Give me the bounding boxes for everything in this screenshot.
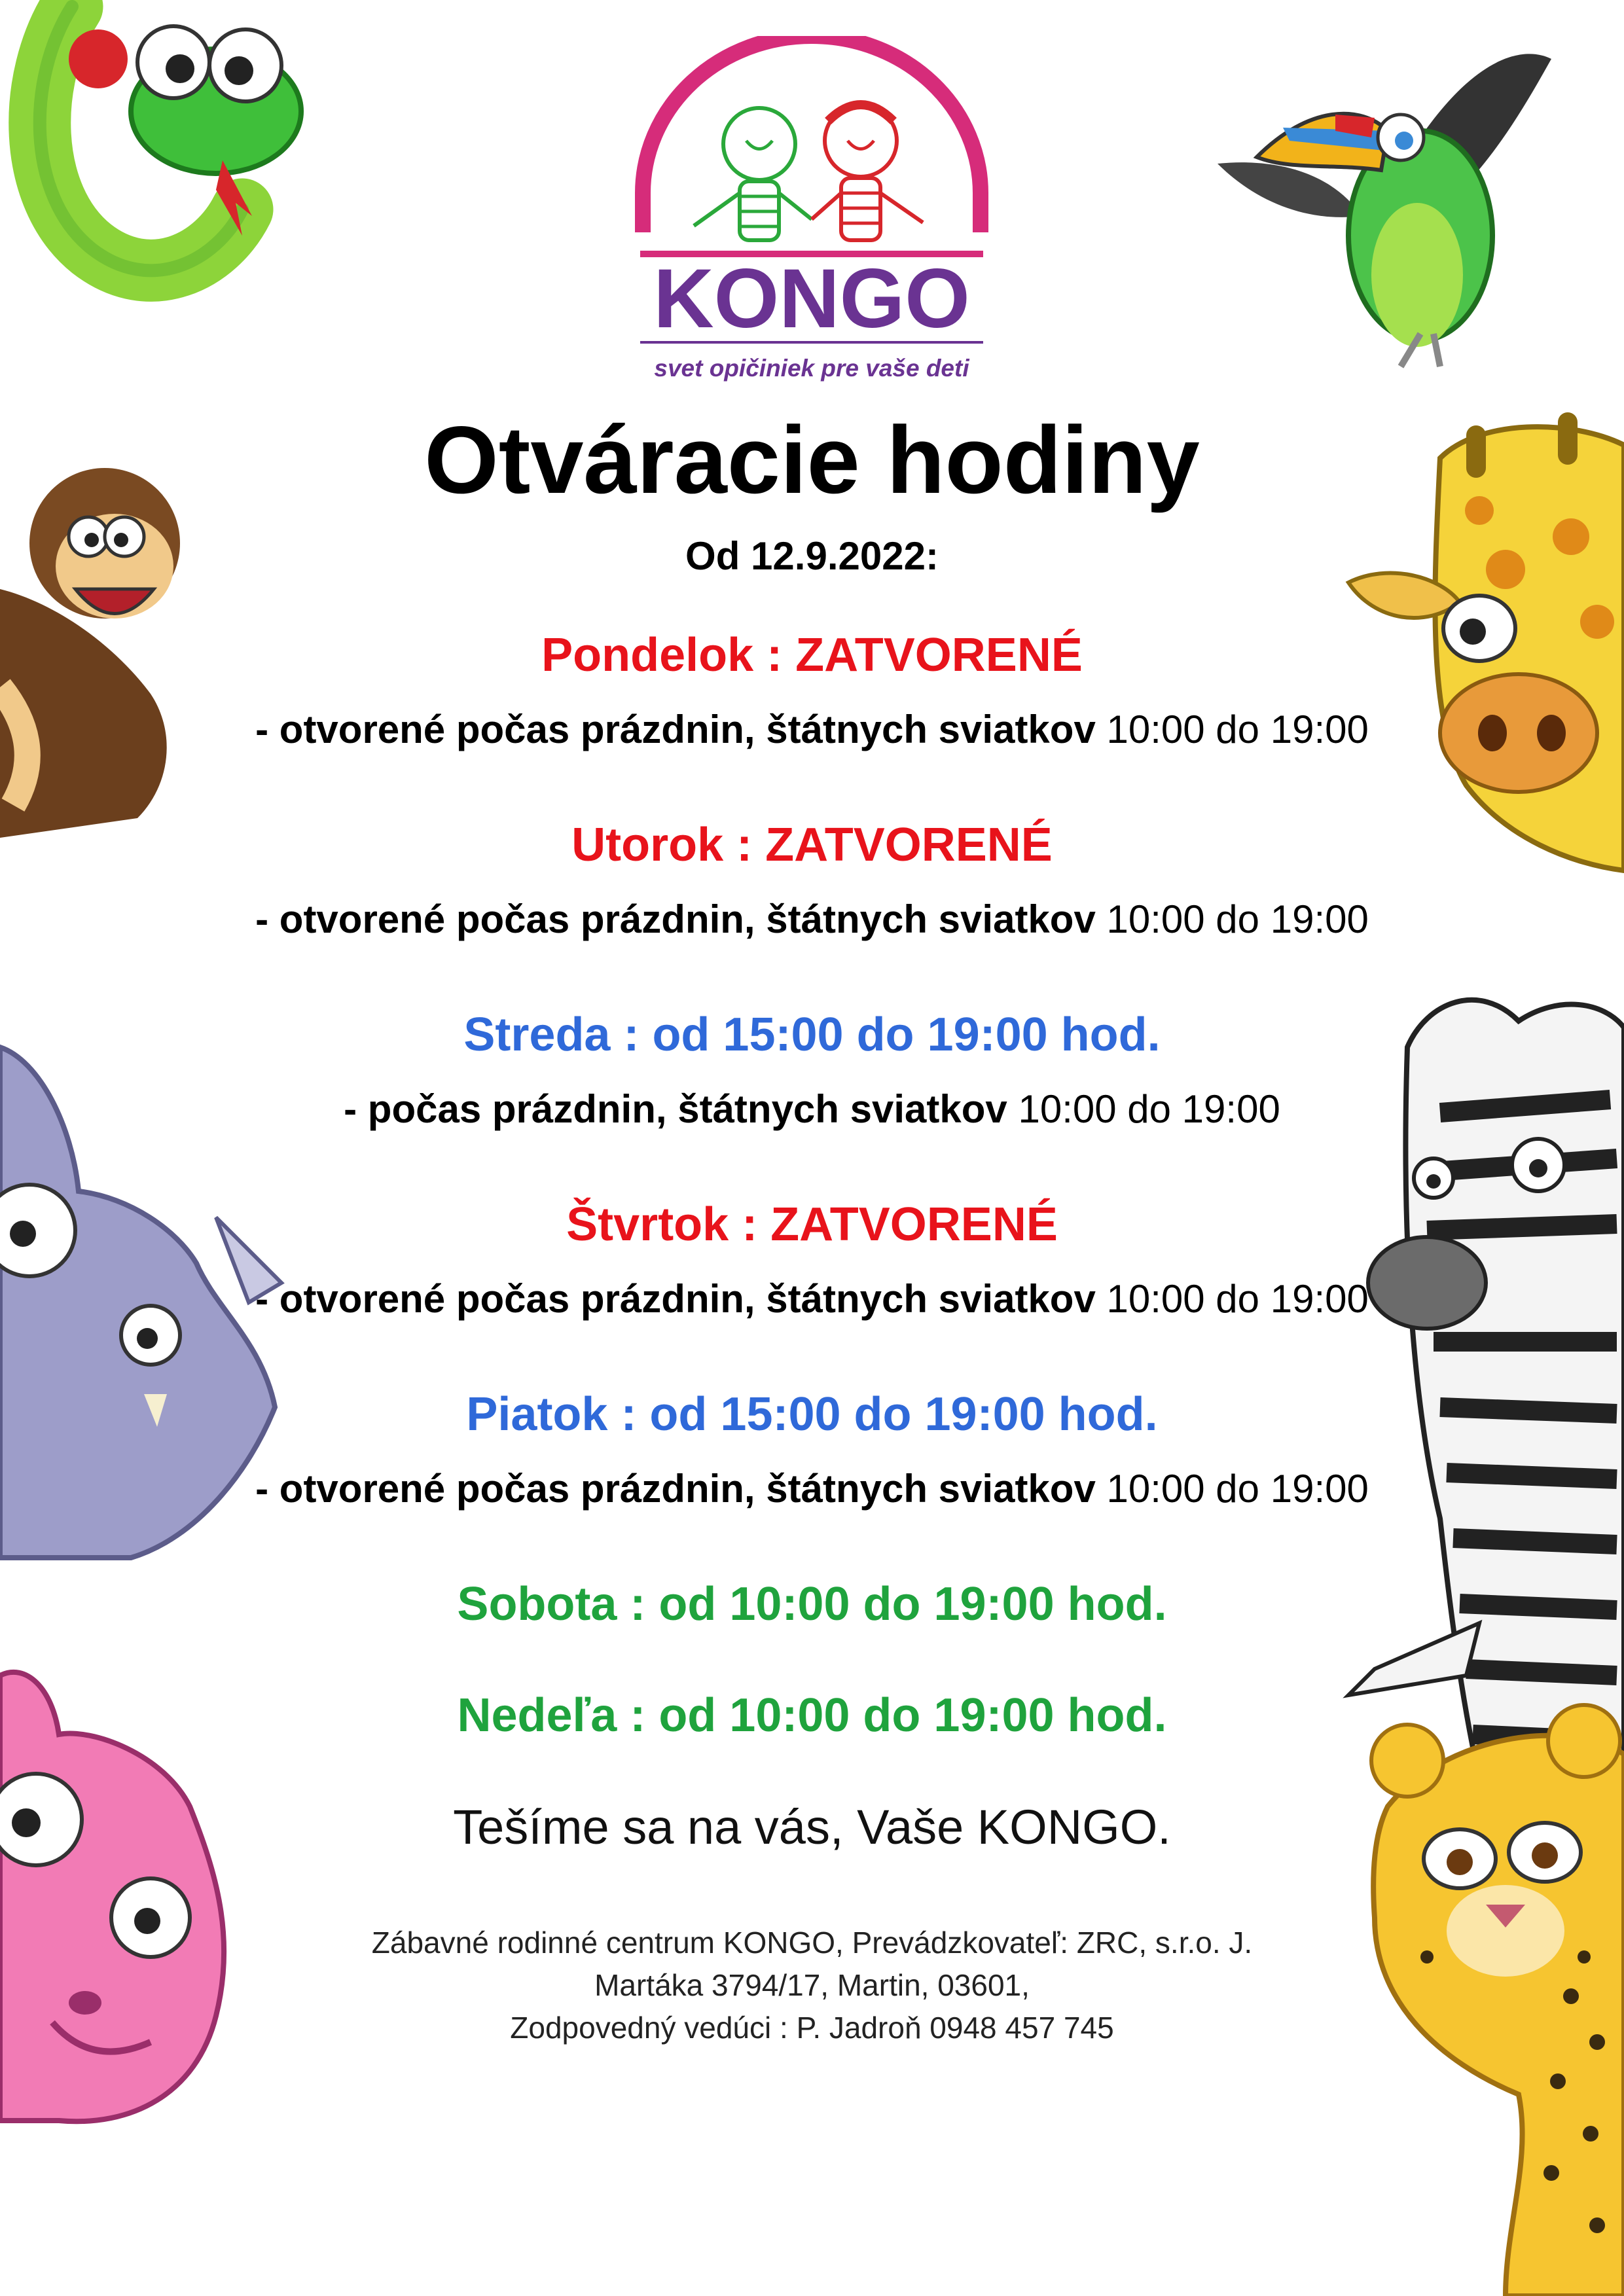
- thursday-note: [0, 1277, 1624, 1321]
- wednesday-hours: Streda : od 15:00 do 19:00 hod.: [463, 1009, 1161, 1061]
- footer-line-3: Zodpovedný vedúci : P. Jadroň 0948 457 745: [510, 2011, 1114, 2045]
- wednesday-note: [0, 1087, 1624, 1131]
- logo-tagline: svet opičiniek pre vaše deti: [654, 355, 969, 382]
- footer-line-2: Martáka 3794/17, Martin, 03601,: [594, 1968, 1030, 2002]
- leopard-illustration: [1371, 1705, 1624, 2296]
- thursday-hours: Štvrtok : ZATVORENÉ: [566, 1198, 1058, 1251]
- tuesday-note-time: 10:00 do 19:00: [1095, 897, 1369, 941]
- friday-hours: Piatok : od 15:00 do 19:00 hod.: [466, 1388, 1158, 1441]
- valid-since-date: Od 12.9.2022:: [685, 534, 939, 578]
- thursday-note-time: 10:00 do 19:00: [1095, 1277, 1369, 1321]
- monday-note-text: - otvorené počas prázdnin, štátnych sviatkov: [255, 708, 1096, 751]
- thursday-note-text: - otvorené počas prázdnin, štátnych sviatkov: [255, 1277, 1096, 1321]
- tuesday-note-text: - otvorené počas prázdnin, štátnych sviatkov: [255, 897, 1096, 941]
- hippo-illustration: [0, 1672, 224, 2121]
- toucan-illustration: [1218, 54, 1551, 367]
- monday-note: [0, 710, 1624, 749]
- tuesday-hours: Utorok : ZATVORENÉ: [571, 819, 1053, 871]
- saturday-hours: Sobota : od 10:00 do 19:00 hod.: [457, 1578, 1167, 1630]
- friday-note: [0, 1469, 1624, 1509]
- closing-message: Tešíme sa na vás, Vaše KONGO.: [453, 1800, 1171, 1854]
- footer-line-1: Zábavné rodinné centrum KONGO, Prevádzkovateľ: ZRC, s.r.o. J.: [371, 1926, 1253, 1960]
- wednesday-note-time: 10:00 do 19:00: [1007, 1087, 1280, 1131]
- page-title: Otváracie hodiny: [424, 406, 1200, 513]
- logo-brand-text: KONGO: [653, 252, 970, 346]
- friday-note-time: 10:00 do 19:00: [1095, 1467, 1369, 1511]
- monday-hours: Pondelok : ZATVORENÉ: [541, 629, 1083, 681]
- tuesday-note: [0, 897, 1624, 941]
- wednesday-note-text: - počas prázdnin, štátnych sviatkov: [344, 1087, 1007, 1131]
- kids-emblem: [694, 105, 923, 240]
- friday-note-text: - otvorené počas prázdnin, štátnych sviatkov: [255, 1467, 1096, 1511]
- snake-illustration: [40, 7, 301, 270]
- sunday-hours: Nedeľa : od 10:00 do 19:00 hod.: [457, 1689, 1167, 1742]
- monday-note-time: 10:00 do 19:00: [1095, 708, 1369, 751]
- kongo-logo: [628, 36, 995, 403]
